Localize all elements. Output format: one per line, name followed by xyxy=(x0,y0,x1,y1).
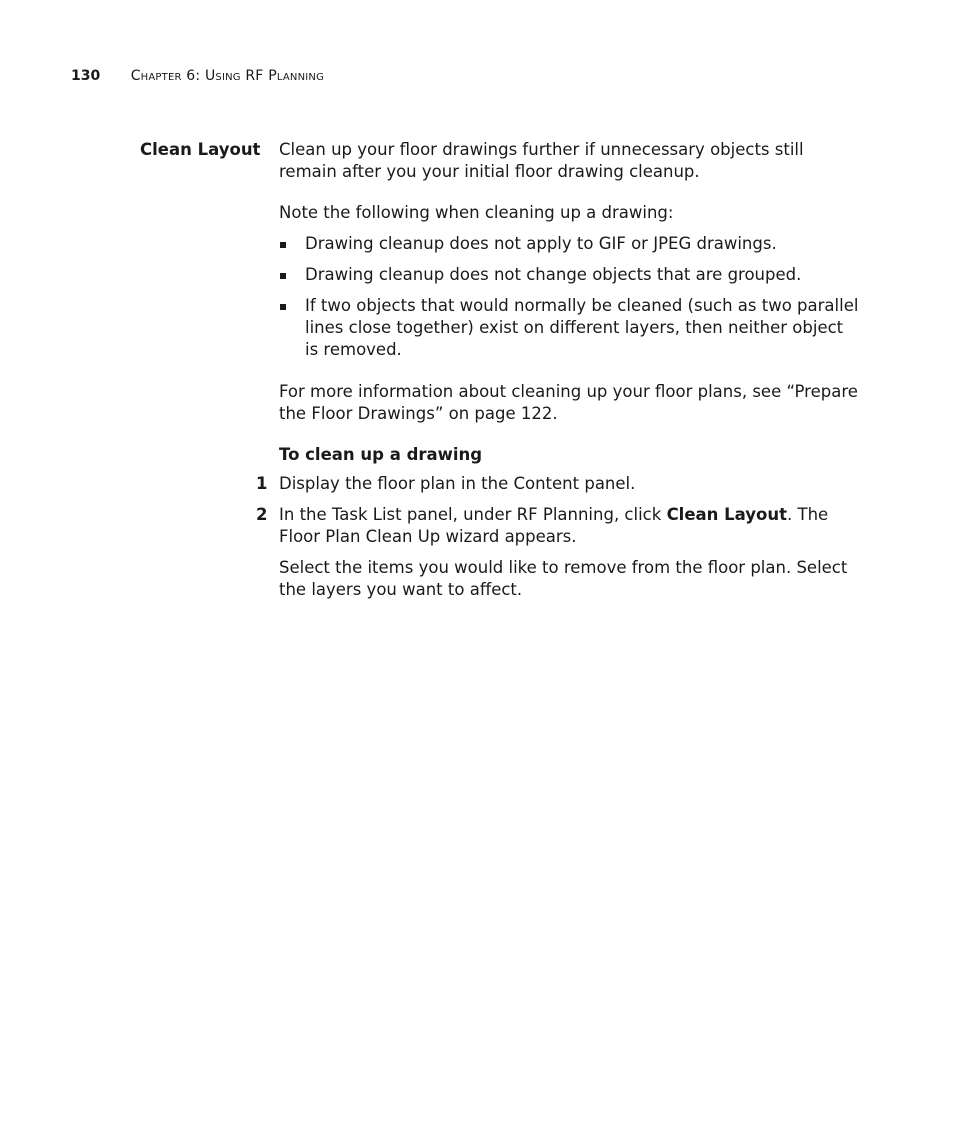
bullet-text: Drawing cleanup does not change objects that are grouped. xyxy=(305,265,802,284)
square-bullet-icon xyxy=(280,304,286,310)
followup-text: Select the items you would like to remove from the floor plan. Select the layers you want to affect. xyxy=(279,558,848,599)
step-ui-label: Clean Layout xyxy=(666,505,788,524)
bullet-text: Drawing cleanup does not apply to GIF or JPEG drawings. xyxy=(305,234,777,253)
intro-text: Clean up your floor drawings further if unnecessary objects still remain after you your initial floor drawing cleanup. xyxy=(279,140,804,181)
intro-paragraph xyxy=(279,139,859,183)
bullet-item xyxy=(279,233,859,255)
step-2 xyxy=(279,504,859,548)
section-heading: Clean Layout xyxy=(140,140,261,159)
bullet-text: If two objects that would normally be cleaned (such as two parallel lines close together) exist on different layers, then neither object is removed. xyxy=(305,296,859,359)
bullet-item xyxy=(279,295,859,361)
more-info-text: For more information about cleaning up your floor plans, see “Prepare the Floor Drawings” on page 122. xyxy=(279,382,858,423)
note-lead-paragraph xyxy=(279,202,859,224)
more-info-paragraph xyxy=(279,381,859,425)
step-text-after: . The Floor Plan Clean Up wizard appears. xyxy=(279,505,829,546)
procedure-heading: To clean up a drawing xyxy=(279,445,483,464)
square-bullet-icon xyxy=(280,242,286,248)
bullet-item xyxy=(279,264,859,286)
step-text-before: In the Task List panel, under RF Planning, click xyxy=(279,505,667,524)
note-bullet-list xyxy=(279,233,859,370)
chapter-title: Chapter 6: Using RF Planning xyxy=(130,68,325,84)
step-1 xyxy=(279,473,859,495)
page-number: 130 xyxy=(71,68,101,84)
step-number: 2 xyxy=(256,505,268,524)
step-text xyxy=(279,504,859,548)
running-header xyxy=(71,67,324,85)
step-number: 1 xyxy=(256,474,268,493)
note-lead-text: Note the following when cleaning up a drawing: xyxy=(279,203,674,222)
followup-paragraph xyxy=(279,557,859,601)
step-text: Display the floor plan in the Content panel. xyxy=(279,474,636,493)
square-bullet-icon xyxy=(280,273,286,279)
